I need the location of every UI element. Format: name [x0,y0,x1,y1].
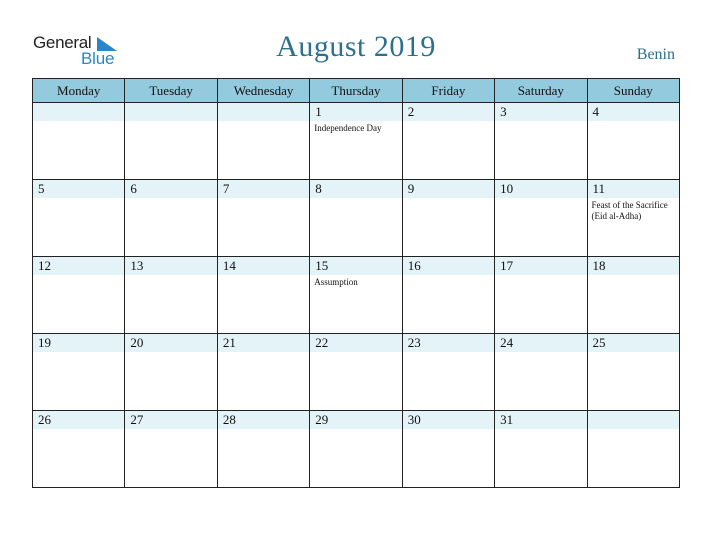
holiday-label: Feast of the Sacrifice (Eid al-Adha) [591,200,668,221]
day-cell[interactable] [125,103,217,180]
holiday-label [125,429,216,431]
holiday-label [33,275,124,277]
day-cell[interactable] [495,103,587,180]
day-cell[interactable] [33,411,125,488]
day-number: 16 [403,257,494,275]
holiday-label [403,198,494,200]
day-number: 18 [588,257,679,275]
day-cell[interactable] [33,334,125,411]
day-cell[interactable] [33,180,125,257]
day-cell[interactable] [587,257,679,334]
day-number: 2 [403,103,494,121]
day-number: 12 [33,257,124,275]
day-cell[interactable] [33,103,125,180]
day-number: 4 [588,103,679,121]
holiday-label [495,275,586,277]
day-cell[interactable] [33,257,125,334]
day-number: 21 [218,334,309,352]
holiday-label [588,275,679,277]
day-cell[interactable] [217,334,309,411]
day-cell[interactable] [402,103,494,180]
holiday-label [125,198,216,200]
holiday-label [218,198,309,200]
holiday-label [588,352,679,354]
day-cell[interactable] [495,334,587,411]
week-row [33,334,680,411]
day-cell[interactable] [587,103,679,180]
day-cell[interactable] [495,180,587,257]
day-number [125,103,216,121]
day-cell[interactable] [587,180,679,257]
weekday-thursday: Thursday [310,79,402,103]
day-number: 25 [588,334,679,352]
holiday-label [310,429,401,431]
holiday-label [33,352,124,354]
day-cell[interactable] [402,411,494,488]
day-number: 23 [403,334,494,352]
day-number: 5 [33,180,124,198]
day-number: 28 [218,411,309,429]
day-number: 22 [310,334,401,352]
day-number: 14 [218,257,309,275]
holiday-label [495,198,586,200]
day-number: 24 [495,334,586,352]
logo-text-blue: Blue [81,49,115,68]
holiday-label [310,198,401,200]
month-grid [32,78,680,488]
day-cell[interactable] [402,257,494,334]
day-cell[interactable] [310,180,402,257]
day-number: 15 [310,257,401,275]
day-number: 17 [495,257,586,275]
holiday-label [218,352,309,354]
day-cell[interactable] [587,334,679,411]
day-cell[interactable] [402,180,494,257]
day-number: 6 [125,180,216,198]
day-number [588,411,679,429]
logo-text-general: General [33,33,92,52]
holiday-label [33,429,124,431]
holiday-label [403,121,494,123]
day-cell[interactable] [402,334,494,411]
day-cell[interactable] [125,257,217,334]
holiday-label [495,429,586,431]
day-cell[interactable] [217,257,309,334]
day-number: 27 [125,411,216,429]
day-number: 26 [33,411,124,429]
week-row [33,103,680,180]
day-number [218,103,309,121]
holiday-label [125,121,216,123]
weekday-header-row [33,79,680,103]
weekday-monday: Monday [33,79,125,103]
holiday-label [403,275,494,277]
day-cell[interactable] [125,411,217,488]
holiday-label [125,275,216,277]
day-number: 29 [310,411,401,429]
weekday-wednesday: Wednesday [217,79,309,103]
day-cell[interactable] [310,103,402,180]
holiday-label [403,352,494,354]
day-number: 7 [218,180,309,198]
holiday-label [588,429,679,431]
day-number: 20 [125,334,216,352]
week-row [33,257,680,334]
day-number: 19 [33,334,124,352]
holiday-label [33,121,124,123]
holiday-label [588,121,679,123]
holiday-label [310,352,401,354]
holiday-label [33,198,124,200]
day-cell[interactable] [217,103,309,180]
day-number: 31 [495,411,586,429]
weekday-sunday: Sunday [587,79,679,103]
holiday-label [218,275,309,277]
page-title: August 2019 [276,30,436,63]
day-cell[interactable] [217,180,309,257]
week-row [33,180,680,257]
day-cell[interactable] [495,257,587,334]
holiday-label [495,121,586,123]
day-number: 11 [588,180,679,198]
holiday-label [218,121,309,123]
holiday-label: Independence Day [314,123,382,133]
day-number [33,103,124,121]
weekday-friday: Friday [402,79,494,103]
week-row [33,411,680,488]
holiday-label [218,429,309,431]
day-cell[interactable] [310,334,402,411]
day-cell[interactable] [587,411,679,488]
weekday-saturday: Saturday [495,79,587,103]
day-cell[interactable] [495,411,587,488]
day-cell[interactable] [125,334,217,411]
day-number: 8 [310,180,401,198]
country-label: Benin [636,46,675,63]
weeks-body [33,103,680,488]
day-number: 30 [403,411,494,429]
day-number: 9 [403,180,494,198]
day-number: 13 [125,257,216,275]
day-number: 3 [495,103,586,121]
day-number: 10 [495,180,586,198]
day-cell[interactable] [217,411,309,488]
day-cell[interactable] [310,257,402,334]
holiday-label [403,429,494,431]
day-cell[interactable] [310,411,402,488]
holiday-label: Assumption [314,277,358,287]
day-number: 1 [310,103,401,121]
weekday-tuesday: Tuesday [125,79,217,103]
calendar-header [0,0,712,78]
holiday-label [125,352,216,354]
day-cell[interactable] [125,180,217,257]
holiday-label [495,352,586,354]
